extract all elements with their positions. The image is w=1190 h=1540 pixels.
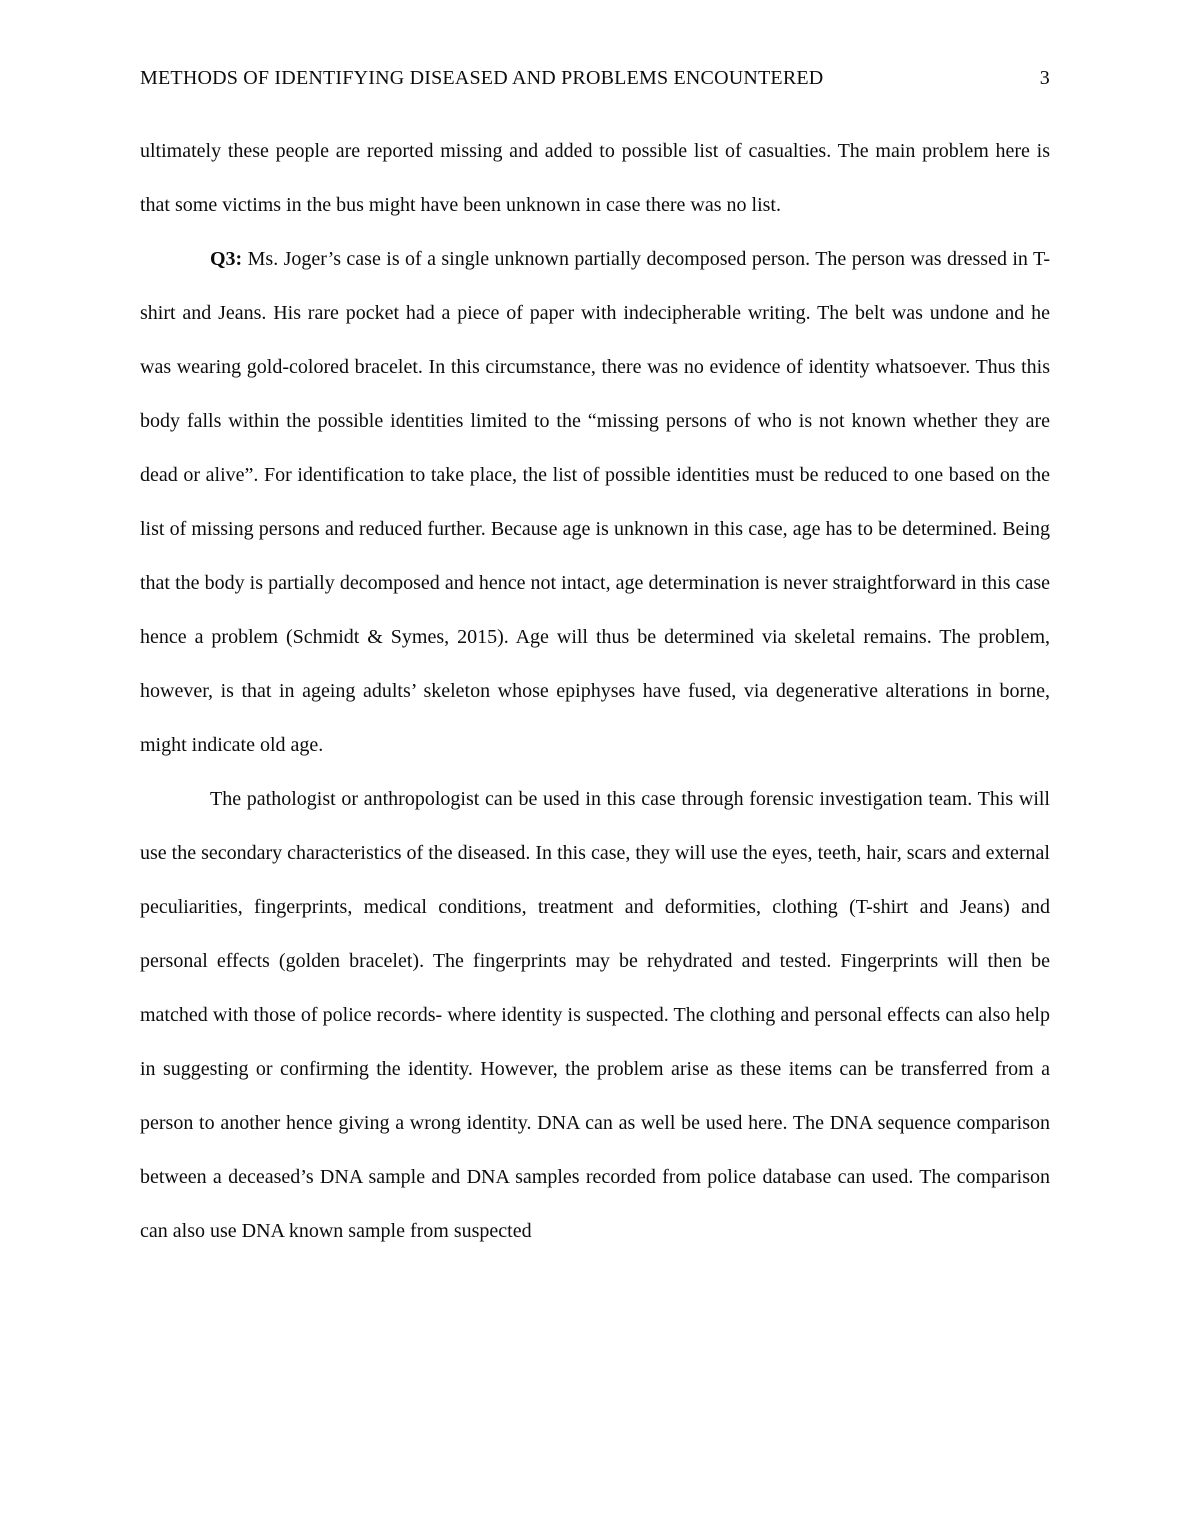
- paragraph-text: Ms. Joger’s case is of a single unknown partially decomposed person. The person was dressed in T-shirt and Jeans. His rare pocket had a piece of paper with indecipherable writing. The belt was undone and he was wearing gold-colored bracelet. In this circumstance, there was no evidence of identity whatsoever. Thus this body falls within the possible identities limited to the “missing persons of who is not known whether they are dead or alive”. For identification to take place, the list of possible identities must be reduced to one based on the list of missing persons and reduced further. Because age is unknown in this case, age has to be determined. Being that the body is partially decomposed and hence not intact, age determination is never straightforward in this case hence a problem (Schmidt & Symes, 2015). Age will thus be determined via skeletal remains. The problem, however, is that in ageing adults’ skeleton whose epiphyses have fused, via degenerative alterations in borne, might indicate old age.: [140, 248, 1051, 756]
- paragraph-text: ultimately these people are reported missing and added to possible list of casualties. The main problem here is that some victims in the bus might have been unknown in case there was no list.: [140, 140, 1050, 216]
- page-number: 3: [1039, 67, 1050, 89]
- running-head-title: METHODS OF IDENTIFYING DISEASED AND PROBLEMS ENCOUNTERED: [140, 67, 824, 89]
- q3-label: Q3:: [210, 248, 243, 270]
- document-body: [140, 124, 1050, 1258]
- paragraph-continuation: [140, 124, 1050, 232]
- paragraph-text: The pathologist or anthropologist can be used in this case through forensic investigation team. This will use the secondary characteristics of the diseased. In this case, they will use the eyes, teeth, hair, scars and external peculiarities, fingerprints, medical conditions, treatment and deformities, clothing (T-shirt and Jeans) and personal effects (golden bracelet). The fingerprints may be rehydrated and tested. Fingerprints will then be matched with those of police records- where identity is suspected. The clothing and personal effects can also help in suggesting or confirming the identity. However, the problem arise as these items can be transferred from a person to another hence giving a wrong identity. DNA can as well be used here. The DNA sequence comparison between a deceased’s DNA sample and DNA samples recorded from police database can used. The comparison can also use DNA known sample from suspected: [140, 788, 1050, 1242]
- paragraph-pathologist: [140, 772, 1050, 1258]
- paragraph-q3: [140, 232, 1050, 772]
- page-header: [140, 64, 1050, 92]
